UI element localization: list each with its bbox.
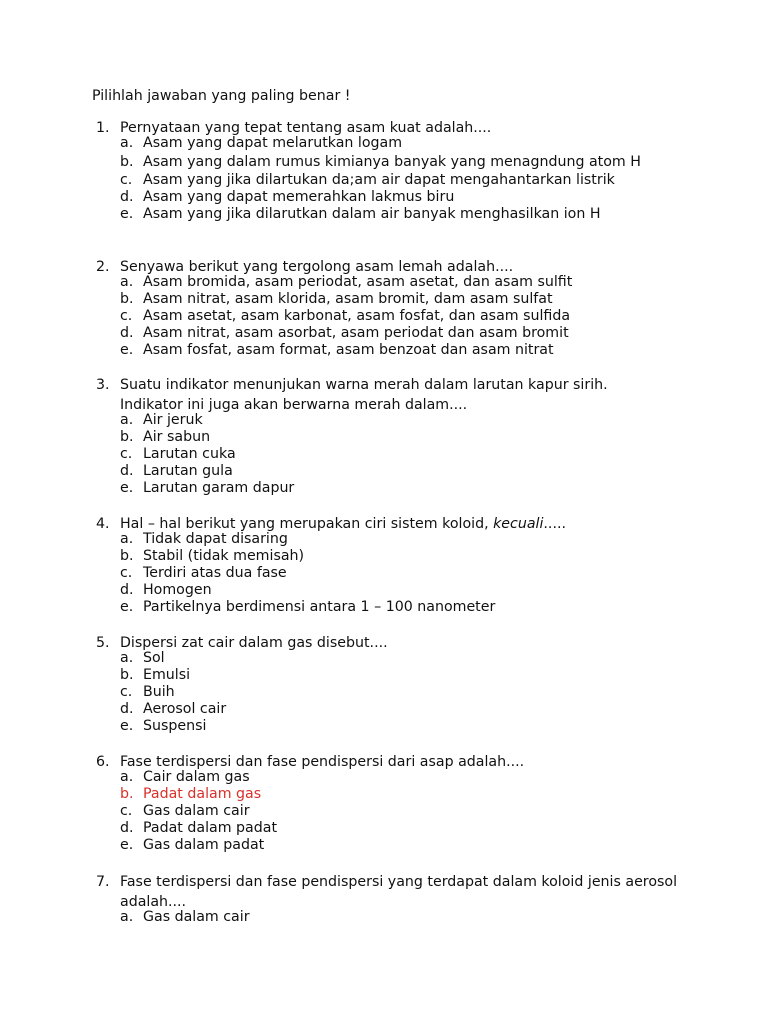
option-list [96, 135, 696, 223]
option-d [96, 820, 696, 837]
option-list [96, 650, 696, 735]
option-text: Homogen [143, 582, 212, 598]
instruction-text: Pilihlah jawaban yang paling benar ! [92, 88, 351, 104]
question-6 [96, 752, 696, 854]
option-list [96, 909, 696, 926]
option-letter: c. [120, 684, 133, 700]
option-letter: e. [120, 480, 134, 496]
question-stem [96, 375, 696, 415]
option-text: Asam nitrat, asam klorida, asam bromit, dam asam sulfat [143, 291, 553, 307]
option-c [96, 565, 696, 582]
option-letter: b. [120, 429, 134, 445]
question-stem [96, 872, 696, 912]
option-text: Air jeruk [143, 412, 203, 428]
option-a [96, 135, 696, 152]
question-4 [96, 514, 696, 616]
question-number: 7. [96, 874, 110, 890]
option-b [96, 291, 696, 308]
option-a [96, 531, 696, 548]
option-letter: b. [120, 548, 134, 564]
option-a [96, 909, 696, 926]
question-text: Pernyataan yang tepat tentang asam kuat adalah.... [120, 120, 492, 136]
option-text: Gas dalam cair [143, 803, 250, 819]
option-letter: c. [120, 172, 133, 188]
option-c [96, 446, 696, 463]
option-text: Asam bromida, asam periodat, asam asetat, dan asam sulfit [143, 274, 573, 290]
option-text: Suspensi [143, 718, 207, 734]
option-letter: d. [120, 701, 134, 717]
option-letter: c. [120, 308, 133, 324]
option-text: Asam asetat, asam karbonat, asam fosfat, dan asam sulfida [143, 308, 571, 324]
option-text: Asam yang dapat memerahkan lakmus biru [143, 189, 455, 205]
option-text: Larutan cuka [143, 446, 236, 462]
option-letter: c. [120, 446, 133, 462]
option-letter: b. [120, 154, 134, 170]
option-text: Partikelnya berdimensi antara 1 – 100 nanometer [143, 599, 496, 615]
option-d [96, 701, 696, 718]
question-2 [96, 257, 696, 359]
option-letter: b. [120, 786, 134, 802]
option-letter: b. [120, 667, 134, 683]
option-text: Tidak dapat disaring [143, 531, 288, 547]
option-d [96, 189, 696, 206]
option-letter: a. [120, 769, 134, 785]
option-a [96, 412, 696, 429]
option-text: Padat dalam padat [143, 820, 278, 836]
option-a [96, 274, 696, 291]
option-letter: b. [120, 291, 134, 307]
option-text: Air sabun [143, 429, 211, 445]
option-b [96, 429, 696, 446]
question-text-tail: ..... [543, 516, 566, 532]
option-text: Larutan gula [143, 463, 233, 479]
option-e [96, 342, 696, 359]
option-d [96, 463, 696, 480]
option-letter: e. [120, 718, 134, 734]
question-number: 2. [96, 259, 110, 275]
option-list [96, 769, 696, 854]
option-e [96, 837, 696, 854]
option-letter: a. [120, 135, 134, 151]
option-letter: e. [120, 599, 134, 615]
option-text: Asam yang jika dilartukan da;am air dapat mengahantarkan listrik [143, 172, 615, 188]
question-1 [96, 118, 696, 223]
option-letter: a. [120, 650, 134, 666]
option-text: Gas dalam cair [143, 909, 250, 925]
option-text: Terdiri atas dua fase [143, 565, 287, 581]
question-number: 3. [96, 377, 110, 393]
option-letter: d. [120, 463, 134, 479]
option-e [96, 206, 696, 223]
question-text: Dispersi zat cair dalam gas disebut.... [120, 635, 388, 651]
option-letter: d. [120, 582, 134, 598]
option-list [96, 412, 696, 497]
option-text: Asam yang jika dilarutkan dalam air banyak menghasilkan ion H [143, 206, 601, 222]
option-text: Aerosol cair [143, 701, 227, 717]
option-list [96, 531, 696, 616]
option-letter: e. [120, 837, 134, 853]
option-letter: a. [120, 909, 134, 925]
option-e [96, 718, 696, 735]
option-c [96, 803, 696, 820]
question-number: 1. [96, 120, 110, 136]
option-letter: c. [120, 565, 133, 581]
option-letter: e. [120, 342, 134, 358]
question-text: Suatu indikator menunjukan warna merah dalam larutan kapur sirih. Indikator ini juga akan berwarna merah dalam.... [120, 377, 608, 413]
option-b [96, 667, 696, 684]
option-letter: a. [120, 412, 134, 428]
question-text: Fase terdispersi dan fase pendispersi yang terdapat dalam koloid jenis aerosol adalah.... [120, 874, 678, 910]
question-text: Fase terdispersi dan fase pendispersi dari asap adalah.... [120, 754, 525, 770]
option-letter: d. [120, 325, 134, 341]
option-text: Larutan garam dapur [143, 480, 295, 496]
option-c [96, 308, 696, 325]
option-text: Asam nitrat, asam asorbat, asam periodat dan asam bromit [143, 325, 569, 341]
option-text: Padat dalam gas [143, 786, 262, 802]
option-letter: d. [120, 820, 134, 836]
option-letter: a. [120, 274, 134, 290]
option-letter: e. [120, 206, 134, 222]
option-text: Emulsi [143, 667, 191, 683]
option-text: Asam fosfat, asam format, asam benzoat dan asam nitrat [143, 342, 554, 358]
option-letter: c. [120, 803, 133, 819]
option-text: Asam yang dapat melarutkan logam [143, 135, 403, 151]
option-a [96, 650, 696, 667]
option-text: Stabil (tidak memisah) [143, 548, 305, 564]
question-7 [96, 872, 696, 926]
option-d [96, 582, 696, 599]
option-text: Sol [143, 650, 165, 666]
option-text: Cair dalam gas [143, 769, 250, 785]
option-d [96, 325, 696, 342]
question-text-emphasis: kecuali [493, 516, 544, 532]
question-number: 5. [96, 635, 110, 651]
option-letter: a. [120, 531, 134, 547]
option-a [96, 769, 696, 786]
option-letter: d. [120, 189, 134, 205]
option-c [96, 172, 696, 189]
option-text: Gas dalam padat [143, 837, 265, 853]
option-text: Buih [143, 684, 175, 700]
option-b [96, 152, 696, 172]
question-5 [96, 633, 696, 735]
option-c [96, 684, 696, 701]
question-3 [96, 375, 696, 497]
question-text: Senyawa berikut yang tergolong asam lemah adalah.... [120, 259, 514, 275]
question-text-main: Hal – hal berikut yang merupakan ciri sistem koloid, [120, 516, 494, 532]
option-e [96, 480, 696, 497]
question-number: 4. [96, 516, 110, 532]
option-b-correct-answer [96, 786, 696, 803]
option-list [96, 274, 696, 359]
option-text: Asam yang dalam rumus kimianya banyak yang menagndung atom H [143, 154, 641, 170]
question-number: 6. [96, 754, 110, 770]
option-b [96, 548, 696, 565]
option-e [96, 599, 696, 616]
